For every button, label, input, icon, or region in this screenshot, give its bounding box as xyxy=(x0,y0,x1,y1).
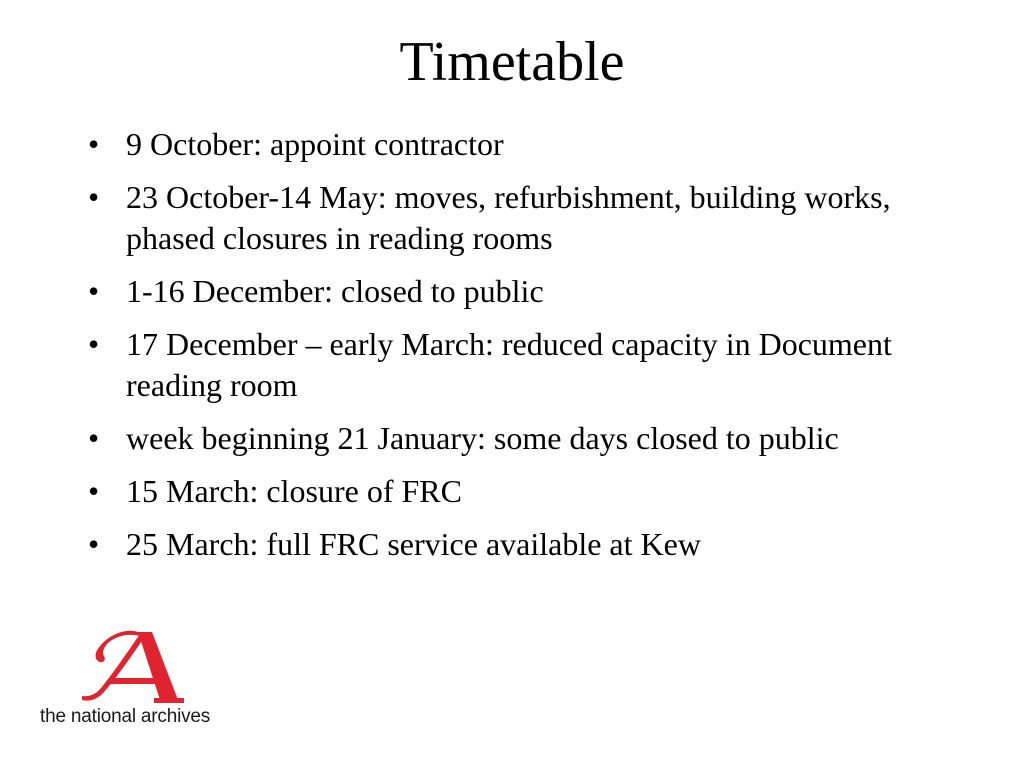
bullet-icon: • xyxy=(88,473,100,509)
bullet-text: 23 October-14 May: moves, refurbishment, building works, phased closures in reading rooms xyxy=(126,179,891,256)
bullet-icon: • xyxy=(88,126,100,162)
list-item xyxy=(80,524,960,565)
bullet-text: 9 October: appoint contractor xyxy=(126,126,504,162)
list-item xyxy=(80,177,960,259)
bullet-text: 15 March: closure of FRC xyxy=(126,473,462,509)
national-archives-a-logo-icon xyxy=(60,628,200,708)
list-item xyxy=(80,124,960,165)
bullet-text: 25 March: full FRC service available at Kew xyxy=(126,526,701,562)
slide-title: Timetable xyxy=(399,31,625,93)
national-archives-logo xyxy=(38,628,228,732)
bullet-text: 1-16 December: closed to public xyxy=(126,273,544,309)
logo-text: the national archives xyxy=(40,706,211,727)
list-item xyxy=(80,418,960,459)
bullet-icon: • xyxy=(88,179,100,215)
bullet-text: week beginning 21 January: some days closed to public xyxy=(126,420,839,456)
bullet-list xyxy=(80,124,960,577)
bullet-icon: • xyxy=(88,326,100,362)
list-item xyxy=(80,471,960,512)
bullet-icon: • xyxy=(88,526,100,562)
bullet-icon: • xyxy=(88,420,100,456)
list-item xyxy=(80,271,960,312)
bullet-text: 17 December – early March: reduced capacity in Document reading room xyxy=(126,326,892,403)
bullet-icon: • xyxy=(88,273,100,309)
list-item xyxy=(80,324,960,406)
